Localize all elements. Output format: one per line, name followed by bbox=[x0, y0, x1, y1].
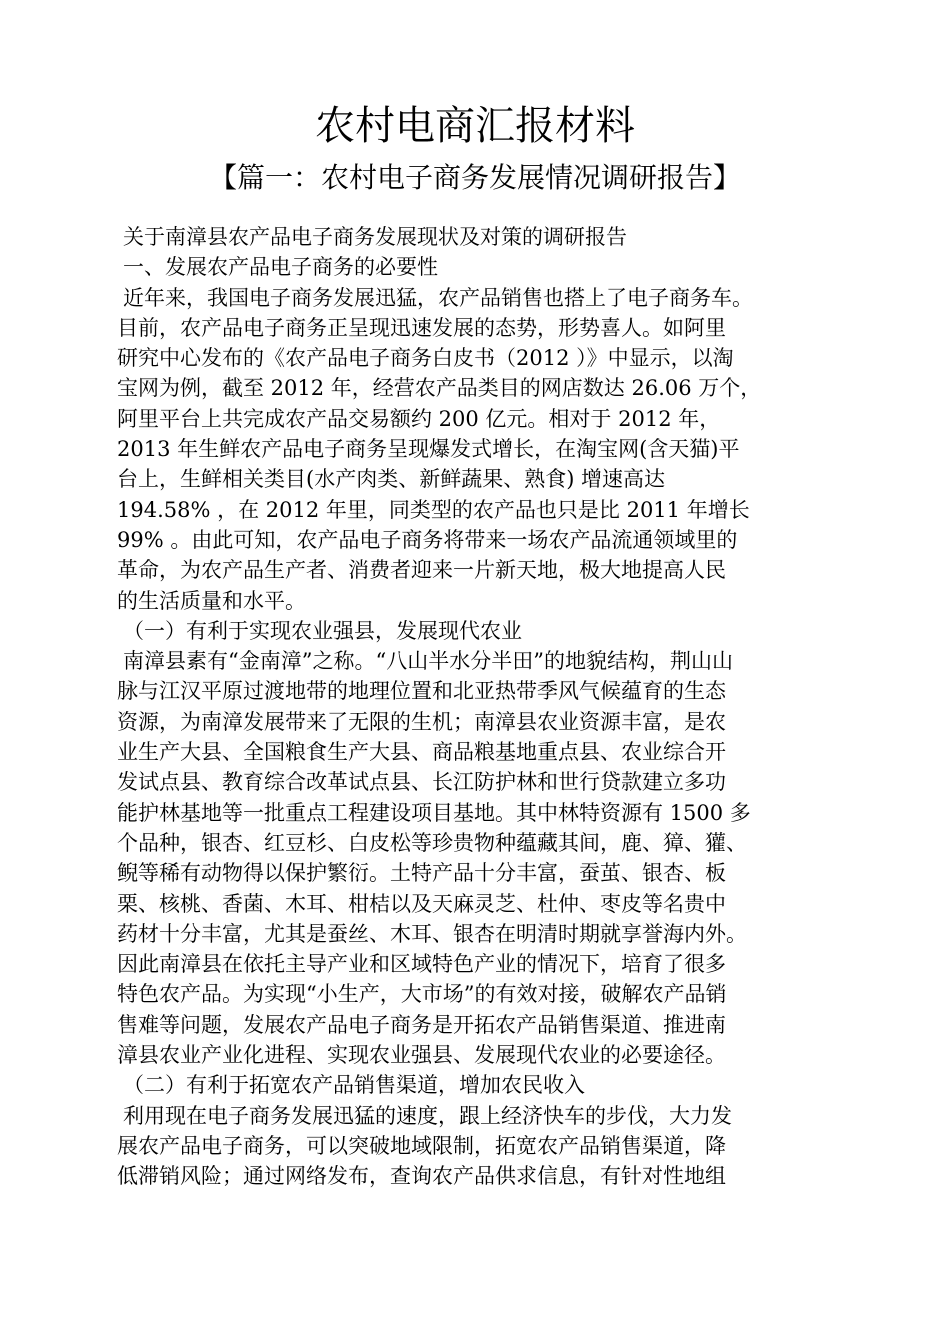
text-line: 革命，为农产品生产者、消费者迎来一片新天地，极大地提高人民 bbox=[117, 558, 726, 583]
text-line: 资源，为南漳发展带来了无限的生机；南漳县农业资源丰富，是农 bbox=[117, 709, 726, 734]
text-line: 2013 年生鲜农产品电子商务呈现爆发式增长，在淘宝网(含天猫)平 bbox=[117, 437, 740, 462]
text-line: 阿里平台上共完成农产品交易额约 200 亿元。相对于 2012 年， bbox=[117, 406, 721, 431]
text-line: （二）有利于拓宽农产品销售渠道，增加农民收入 bbox=[123, 1073, 585, 1098]
text-line: 一、发展农产品电子商务的必要性 bbox=[123, 255, 438, 280]
text-line: 特色农产品。为实现“小生产，大市场”的有效对接，破解农产品销 bbox=[117, 982, 727, 1007]
text-line: （一）有利于实现农业强县，发展现代农业 bbox=[123, 618, 522, 643]
text-line: 宝网为例，截至 2012 年，经营农产品类目的网店数达 26.06 万个， bbox=[117, 376, 762, 401]
text-line: 的生活质量和水平。 bbox=[117, 588, 306, 613]
text-line: 药材十分丰富，尤其是蚕丝、木耳、银杏在明清时期就享誉海内外。 bbox=[117, 921, 747, 946]
text-line: 目前，农产品电子商务正呈现迅速发展的态势，形势喜人。如阿里 bbox=[117, 315, 726, 340]
text-line: 业生产大县、全国粮食生产大县、商品粮基地重点县、农业综合开 bbox=[117, 740, 726, 765]
text-line: 脉与江汉平原过渡地带的地理位置和北亚热带季风气候蕴育的生态 bbox=[117, 679, 726, 704]
text-line: 售难等问题，发展农产品电子商务是开拓农产品销售渠道、推进南 bbox=[117, 1012, 726, 1037]
document-subtitle: 【篇一：农村电子商务发展情况调研报告】 bbox=[208, 161, 741, 194]
text-line: 低滞销风险；通过网络发布，查询农产品供求信息，有针对性地组 bbox=[117, 1164, 726, 1189]
text-line: 南漳县素有“金南漳”之称。“八山半水分半田”的地貌结构，荆山山 bbox=[123, 649, 733, 674]
text-line: 研究中心发布的《农产品电子商务白皮书（2012 ）》中显示，以淘 bbox=[117, 346, 734, 371]
text-line: 漳县农业产业化进程、实现农业强县、发展现代农业的必要途径。 bbox=[117, 1043, 726, 1068]
text-line: 栗、核桃、香菌、木耳、柑桔以及天麻灵芝、杜仲、枣皮等名贵中 bbox=[117, 891, 726, 916]
text-line: 194.58% ，在 2012 年里，同类型的农产品也只是比 2011 年增长 bbox=[117, 497, 750, 522]
text-line: 个品种，银杏、红豆杉、白皮松等珍贵物种蕴藏其间，鹿、獐、獾、 bbox=[117, 830, 747, 855]
text-line: 关于南漳县农产品电子商务发展现状及对策的调研报告 bbox=[123, 225, 627, 249]
text-line: 展农产品电子商务，可以突破地域限制，拓宽农产品销售渠道，降 bbox=[117, 1133, 726, 1158]
text-line: 利用现在电子商务发展迅猛的速度，跟上经济快车的步伐，大力发 bbox=[123, 1103, 732, 1128]
text-line: 因此南漳县在依托主导产业和区域特色产业的情况下，培育了很多 bbox=[117, 952, 726, 977]
document-title: 农村电商汇报材料 bbox=[315, 103, 635, 149]
text-line: 发试点县、教育综合改革试点县、长江防护林和世行贷款建立多功 bbox=[117, 770, 726, 795]
text-line: 台上，生鲜相关类目(水产肉类、新鲜蔬果、熟食) 增速高达 bbox=[117, 467, 666, 492]
document-body bbox=[117, 222, 857, 1192]
text-line: 鲵等稀有动物得以保护繁衍。土特产品十分丰富，蚕茧、银杏、板 bbox=[117, 861, 726, 886]
text-line: 能护林基地等一批重点工程建设项目基地。其中林特资源有 1500 多 bbox=[117, 800, 751, 825]
text-line: 近年来，我国电子商务发展迅猛，农产品销售也搭上了电子商务车。 bbox=[123, 285, 753, 310]
text-line: 99% 。由此可知，农产品电子商务将带来一场农产品流通领域里的 bbox=[117, 527, 738, 552]
